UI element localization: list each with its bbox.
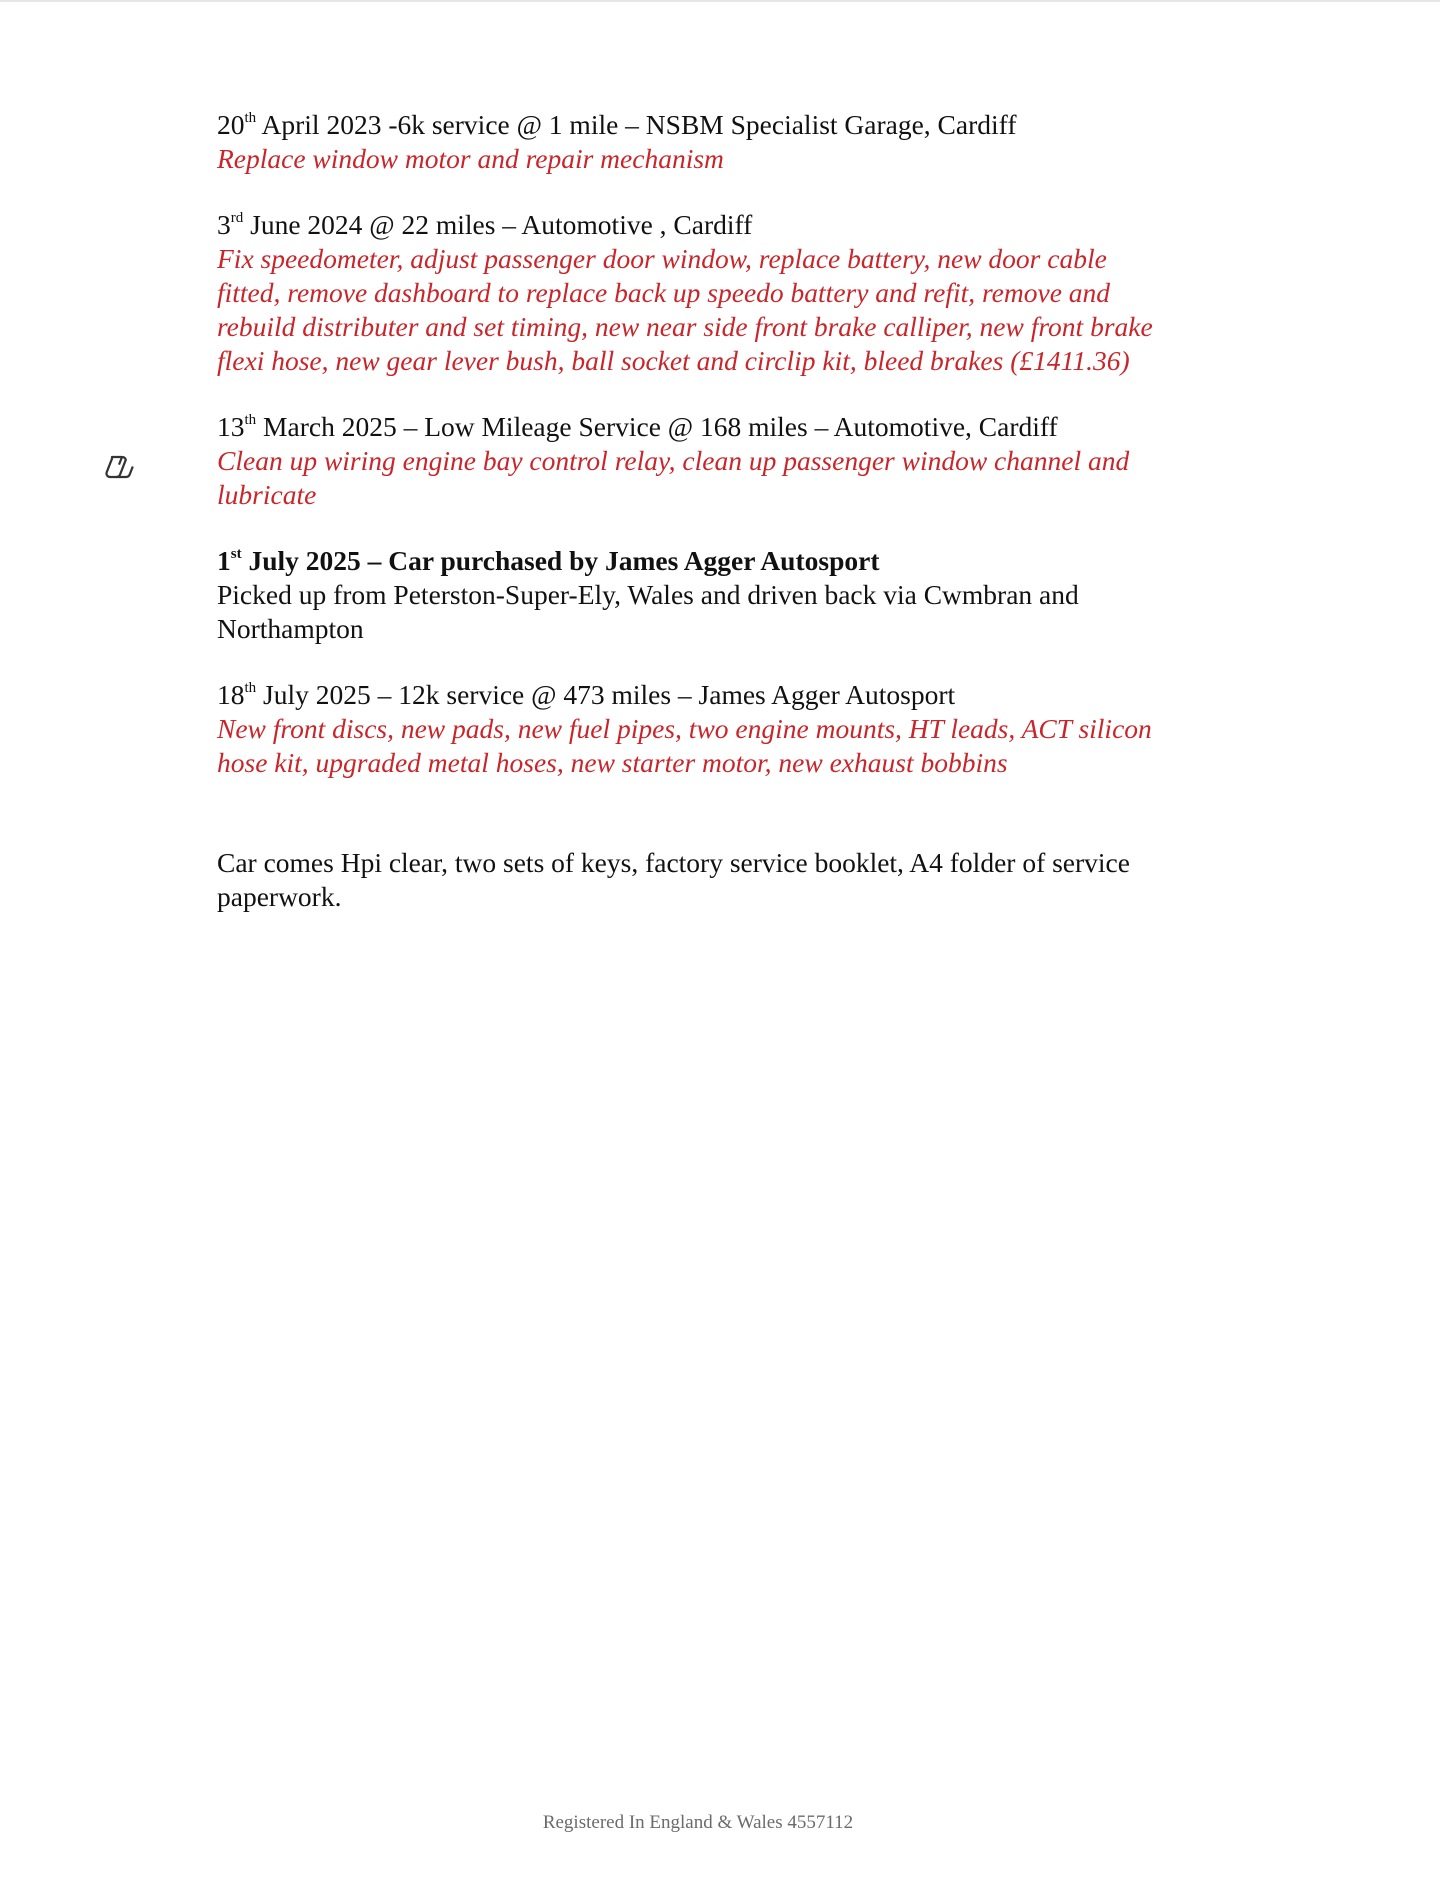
- entry-heading: 20th April 2023 -6k service @ 1 mile – NSBM Specialist Garage, Cardiff: [217, 109, 1017, 140]
- document-body: [217, 108, 1237, 914]
- closing-line: Car comes Hpi clear, two sets of keys, factory service booklet, A4 folder of service: [217, 847, 1130, 878]
- purchase-entry: [217, 544, 1237, 646]
- service-entry: [217, 108, 1237, 176]
- entry-note-line: fitted, remove dashboard to replace back up speedo battery and refit, remove and: [217, 277, 1111, 308]
- entry-note-line: Replace window motor and repair mechanism: [217, 143, 724, 174]
- entry-body-line: Picked up from Peterston-Super-Ely, Wales and driven back via Cwmbran and: [217, 579, 1079, 610]
- entry-heading: 13th March 2025 – Low Mileage Service @ 168 miles – Automotive, Cardiff: [217, 411, 1058, 442]
- service-entry: [217, 208, 1237, 378]
- entry-note-line: New front discs, new pads, new fuel pipes, two engine mounts, HT leads, ACT silicon: [217, 713, 1152, 744]
- entry-note-line: rebuild distributer and set timing, new near side front brake calliper, new front brake: [217, 311, 1153, 342]
- entry-note-line: hose kit, upgraded metal hoses, new starter motor, new exhaust bobbins: [217, 747, 1008, 778]
- entry-body-line: Northampton: [217, 613, 364, 644]
- service-entry: [217, 410, 1237, 512]
- registration-text: Registered In England & Wales 4557112: [542, 1812, 854, 1833]
- service-entry: [217, 678, 1237, 780]
- entry-heading: 18th July 2025 – 12k service @ 473 miles – James Agger Autosport: [217, 679, 956, 710]
- copilot-icon[interactable]: [102, 452, 136, 482]
- closing-line: paperwork.: [217, 881, 342, 912]
- entry-note-line: Fix speedometer, adjust passenger door window, replace battery, new door cable: [217, 243, 1107, 274]
- closing-paragraph: [217, 846, 1237, 914]
- entry-note-line: Clean up wiring engine bay control relay, clean up passenger window channel and: [217, 445, 1130, 476]
- page-footer: [0, 1812, 1440, 1834]
- entry-heading: 1st July 2025 – Car purchased by James Agger Autosport: [217, 545, 880, 576]
- entry-heading: 3rd June 2024 @ 22 miles – Automotive , Cardiff: [217, 209, 753, 240]
- entry-note-line: lubricate: [217, 479, 317, 510]
- page-top-edge: [0, 0, 1440, 2]
- entry-note-line: flexi hose, new gear lever bush, ball socket and circlip kit, bleed brakes (£1411.36): [217, 345, 1130, 376]
